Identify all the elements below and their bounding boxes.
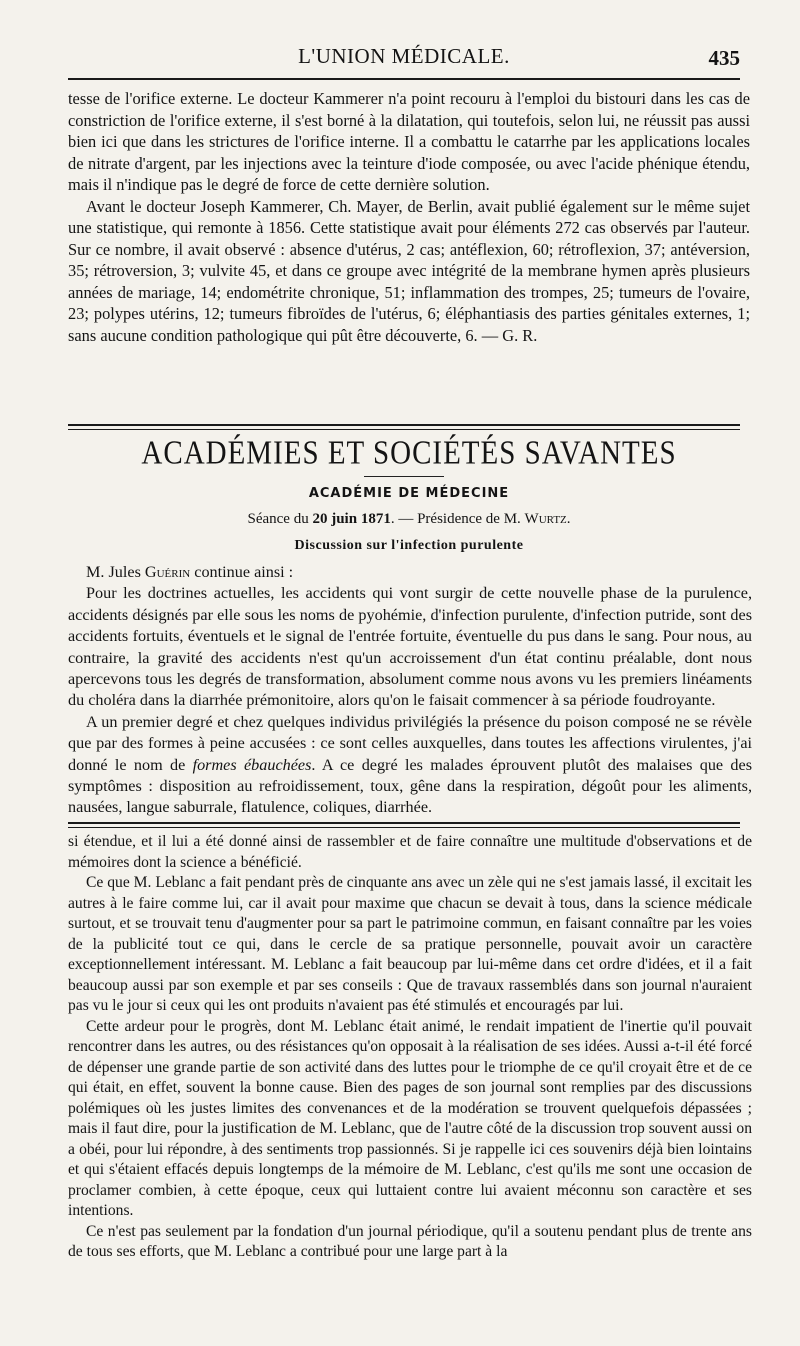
- running-title: L'UNION MÉDICALE.: [298, 44, 510, 68]
- academy-paragraph-2: [68, 712, 752, 819]
- lower-article: [68, 832, 752, 1263]
- session-prefix: Séance du: [247, 511, 313, 527]
- speaker-line: [68, 562, 752, 583]
- section-rule-top-thin: [68, 429, 740, 430]
- speaker-name: Guérin: [144, 563, 191, 581]
- upper-paragraph-2: Avant le docteur Joseph Kammerer, Ch. Mayer, de Berlin, avait publié également sur le même sujet une statistique, qui remonte à 1856. Cette statistique avait pour éléments 272 cas observés par l'auteur. Sur ce nombre, il avait observé : absence d'utérus, 2 cas; antéflexion, 60; rétroflexion, 37; antéversion, 35; rétroversion, 3; vulvite 45, et dans ce groupe avec intégrité de la membrane hymen après plusieurs années de mariage, 14; endométrite chronique, 51; inflammation des trompes, 25; tumeurs de l'ovaire, 23; polypes utérins, 12; tumeurs fibroïdes de l'utérus, 6; éléphantiasis des parties génitales externes, 1; sans aucune condition pathologique qui pût être découverte, 6. — G. R.: [68, 196, 750, 345]
- lower-paragraph-1: si étendue, et il lui a été donné ainsi de rassembler et de faire connaître une multitude d'observations et de mémoires dont la science a bénéficié.: [68, 833, 752, 871]
- session-date: 20 juin 1871: [312, 511, 391, 527]
- title-divider: [364, 476, 444, 477]
- academy-body: [68, 562, 752, 819]
- session-suffix: .: [566, 511, 571, 527]
- discussion-heading: Discussion sur l'infection purulente: [294, 538, 524, 553]
- academy-name: ACADÉMIE DE MÉDECINE: [308, 486, 510, 501]
- page-header: [68, 44, 740, 74]
- upper-paragraph-1: tesse de l'orifice externe. Le docteur Kammerer n'a point recouru à l'emploi du bistouri dans les cas de constriction de l'orifice externe, il s'est borné à la dilatation, qui toutefois, selon lui, ne réussit pas aussi bien ici que dans les strictures de l'orifice interne. Il a combattu le catarrhe par les applications locales de nitrate d'argent, par les injections avec la teinture d'iode composée, ou avec l'acide phénique étendu, mais il n'indique pas le degré de force de cette dernière solution.: [68, 89, 750, 194]
- session-line: [68, 511, 750, 528]
- lower-paragraph-3: Cette ardeur pour le progrès, dont M. Leblanc était animé, le rendait impatient de l'inertie qu'il pouvait rencontrer dans les autres, ou des résistances qu'on opposait à la réalisation de ses idées. Aussi a-t-il été forcé de dépenser une grande partie de son activité dans des luttes pour le triomphe de ce qu'il croyait être et de ce qui était, en effet, souvent la bonne cause. Bien des pages de son journal sont remplies par des discussions polémiques où les justes limites des convenances et de la modération se trouvent quelquefois dépassées ; mais il faut dire, pour la justification de M. Leblanc, que de l'autre côté de la discussion trop souvent aussi on a obéi, pour lui répondre, à des sentiments trop passionnés. Si je rappelle ici ces souvenirs déjà bien lointains et qui s'étaient effacés depuis longtemps de la mémoire de M. Leblanc, c'est qu'ils me sont une occasion de proclamer combien, à cette époque, ceux qui luttaient contre lui avaient méconnu son caractère et ses intentions.: [68, 1017, 752, 1219]
- lower-paragraph-4: Ce n'est pas seulement par la fondation d'un journal périodique, qu'il a soutenu pendant plus de trente ans de tous ses efforts, que M. Leblanc a contribué pour une large part à la: [68, 1222, 752, 1260]
- section-rule-bottom-thick: [68, 822, 740, 824]
- session-middle: . — Présidence de M.: [390, 511, 525, 527]
- speaker-suffix: continue ainsi :: [190, 563, 294, 581]
- lower-paragraph-2: Ce que M. Leblanc a fait pendant près de cinquante ans avec un zèle qui ne s'est jamais lassé, il excitait les autres à le faire comme lui, car il avait pour maxime que chacun se devait à tous, dans la science médicale surtout, et se trouvait tenu d'augmenter pour sa part le patrimoine commun, en faisant connaître par les voies de la publicité tout ce qui, dans le cercle de sa pratique personnelle, pouvait avoir un caractère exceptionnellement intéressant. M. Leblanc a fait beaucoup par lui-même dans cet ordre d'idées, et il a fait beaucoup aussi par son exemple et par ses conseils : Que de travaux rassemblés dans son journal n'auraient pas vu le jour si ceux qui les ont produits n'avaient pas été stimulés et encouragés par lui.: [68, 874, 752, 1014]
- academy-paragraph-2-start: A un premier degré et chez quelques individus privilégiés la présence du poison composé ne se révèle que par des formes à peine accusées : ce sont celles auxquelles, dans toutes les affections virulentes, j'ai donné le nom de: [68, 712, 752, 774]
- header-rule: [68, 78, 740, 80]
- section-rule-top-thick: [68, 424, 740, 426]
- page-number: 435: [708, 46, 740, 70]
- academy-paragraph-2-end: . A ce degré les malades éprouvent plutôt des malaises que des symptômes : disposition au refroidissement, toux, gêne dans la respiration, dégoût pour les aliments, nausées, langue saburrale, flatulence, coliques, diarrhée.: [68, 755, 752, 817]
- upper-article: [68, 88, 750, 346]
- section-title: ACADÉMIES ET SOCIÉTÉS SAVANTES: [141, 434, 677, 472]
- session-president: Wurtz: [524, 511, 567, 527]
- academy-paragraph-1: Pour les doctrines actuelles, les accidents qui vont surgir de cette nouvelle phase de la purulence, accidents désignés par elle sous les noms de pyohémie, d'infection purulente, d'infection putride, sont des accidents fortuits, éventuels et le signal de l'entrée fortuite, éventuelle du pus dans le sang. Pour nous, au contraire, la gravité des accidents n'est qu'un accroissement d'un état continu préalable, dont nous apercevons tous les degrés de transformation, absolument comme nous avons vu les premiers linéaments du choléra dans la diarrhée prémonitoire, alors qu'on le faisait commencer à sa période foudroyante.: [68, 584, 752, 710]
- academy-paragraph-2-emphasis: formes ébauchées: [192, 755, 312, 774]
- section-rule-bottom-thin: [68, 827, 740, 828]
- speaker-prefix: M. Jules: [86, 563, 145, 581]
